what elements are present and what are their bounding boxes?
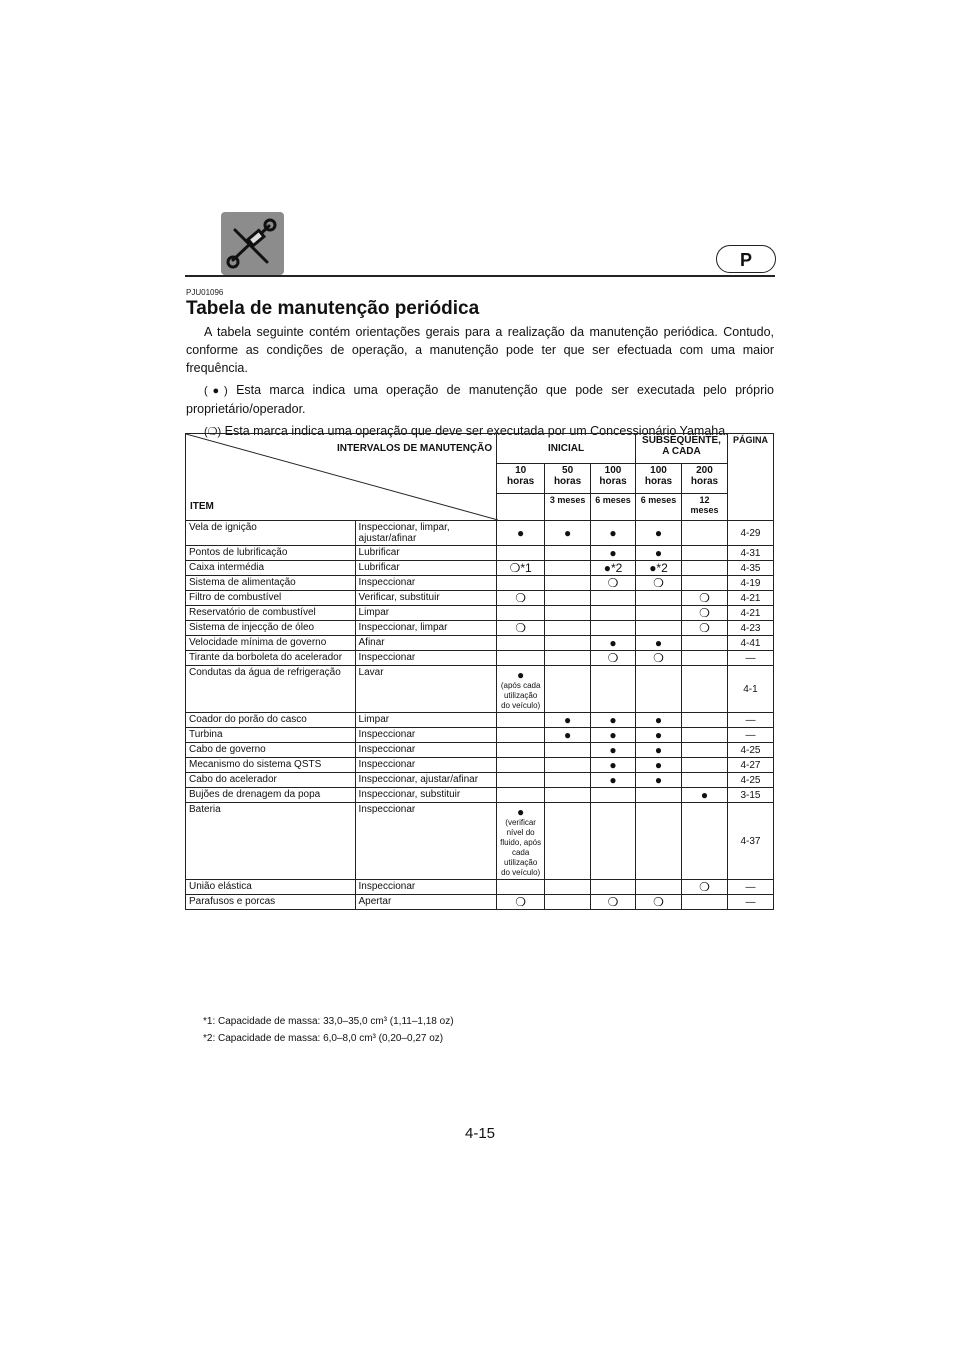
page-ref-cell: 4-25 — [727, 773, 773, 788]
page-ref-cell: — — [727, 651, 773, 666]
interval-mark-cell — [545, 773, 591, 788]
interval-mark-cell — [636, 773, 682, 788]
mark-icon: ● — [654, 713, 663, 727]
months-header — [497, 493, 545, 520]
mark-icon: ● — [517, 805, 525, 819]
interval-mark-cell — [681, 788, 727, 803]
interval-mark-cell — [545, 591, 591, 606]
interval-mark-cell — [591, 576, 636, 591]
mark-icon: ● — [654, 773, 663, 787]
table-row — [186, 743, 774, 758]
table-row — [186, 666, 774, 713]
action-cell: Inspeccionar — [355, 803, 497, 880]
page-ref-cell: 4-21 — [727, 606, 773, 621]
interval-mark-cell — [636, 521, 682, 546]
interval-mark-cell — [545, 880, 591, 895]
mark-icon: ● — [609, 713, 617, 727]
inicial-header: INICIAL — [497, 434, 636, 464]
interval-mark-cell — [681, 561, 727, 576]
table-row — [186, 880, 774, 895]
mark-icon: ● — [563, 713, 572, 727]
page-ref-cell: 4-37 — [727, 803, 773, 880]
interval-mark-cell — [636, 713, 682, 728]
action-cell: Inspeccionar — [355, 758, 497, 773]
subsequente-header: SUBSEQUENTE, A CADA — [636, 434, 728, 464]
interval-mark-cell — [681, 666, 727, 713]
interval-mark-cell — [545, 546, 591, 561]
interval-mark-cell — [497, 895, 545, 910]
item-cell: Pontos de lubrificação — [186, 546, 356, 561]
interval-mark-cell — [545, 576, 591, 591]
interval-mark-cell — [636, 803, 682, 880]
mark-icon: ❍ — [699, 880, 710, 894]
interval-mark-cell — [636, 576, 682, 591]
interval-mark-cell — [591, 880, 636, 895]
mark-icon: ● — [563, 526, 572, 540]
page-ref-cell: 4-21 — [727, 591, 773, 606]
months-header: 12 meses — [681, 493, 727, 520]
mark-icon: ● — [609, 773, 617, 787]
interval-mark-cell — [681, 895, 727, 910]
interval-mark-cell — [681, 606, 727, 621]
page-ref-cell: 4-23 — [727, 621, 773, 636]
item-cell: Bujões de drenagem da popa — [186, 788, 356, 803]
interval-mark-cell — [497, 636, 545, 651]
interval-mark-cell — [545, 728, 591, 743]
mark-icon: ● — [700, 788, 709, 802]
interval-mark-cell — [497, 606, 545, 621]
interval-mark-cell — [545, 713, 591, 728]
mark-icon: ● — [654, 526, 663, 540]
page-ref-cell: 4-31 — [727, 546, 773, 561]
item-cell: Vela de ignição — [186, 521, 356, 546]
interval-mark-cell — [591, 728, 636, 743]
item-cell: Reservatório de combustível — [186, 606, 356, 621]
interval-mark-cell — [497, 773, 545, 788]
action-cell: Apertar — [355, 895, 497, 910]
interval-mark-cell — [681, 621, 727, 636]
item-cell: Sistema de alimentação — [186, 576, 356, 591]
item-cell: Mecanismo do sistema QSTS — [186, 758, 356, 773]
interval-mark-cell — [681, 591, 727, 606]
mark-icon: ❍ — [653, 895, 664, 909]
mark-icon: ● — [609, 546, 617, 560]
filled-dot-icon: (●) — [204, 385, 228, 397]
interval-mark-cell — [591, 591, 636, 606]
action-cell: Inspeccionar — [355, 576, 497, 591]
item-label: ITEM — [190, 501, 214, 512]
mark-icon: ❍*1 — [509, 561, 532, 575]
pagina-header: PÁGINA — [727, 434, 773, 521]
interval-mark-cell — [545, 606, 591, 621]
interval-mark-cell — [681, 743, 727, 758]
mark-icon: ❍ — [515, 895, 527, 909]
mark-icon: ●*2 — [649, 561, 668, 575]
footnote-2: *2: Capacidade de massa: 6,0–8,0 cm³ (0,20–0,27 oz) — [203, 1033, 444, 1044]
interval-mark-cell — [545, 621, 591, 636]
intro-text — [186, 323, 774, 445]
item-cell: Parafusos e porcas — [186, 895, 356, 910]
table-row — [186, 546, 774, 561]
interval-mark-cell — [636, 546, 682, 561]
interval-mark-cell — [681, 803, 727, 880]
footnotes — [203, 1013, 454, 1047]
interval-mark-cell — [636, 895, 682, 910]
hours-header: 10 horas — [497, 463, 545, 493]
interval-mark-cell — [545, 743, 591, 758]
mark-icon: ❍ — [699, 606, 710, 620]
table-row — [186, 713, 774, 728]
page-ref-cell: — — [727, 713, 773, 728]
action-cell: Inspeccionar, ajustar/afinar — [355, 773, 497, 788]
interval-mark-cell — [636, 636, 682, 651]
item-cell: Condutas da água de refrigeração — [186, 666, 356, 713]
action-cell: Limpar — [355, 713, 497, 728]
action-cell: Inspeccionar, substituir — [355, 788, 497, 803]
mark-icon: ❍ — [515, 621, 527, 635]
interval-mark-cell — [591, 758, 636, 773]
interval-mark-cell — [497, 651, 545, 666]
interval-mark-cell — [591, 803, 636, 880]
section-code: PJU01096 — [186, 288, 224, 297]
interval-mark-cell — [591, 521, 636, 546]
table-row — [186, 773, 774, 788]
interval-mark-cell — [681, 636, 727, 651]
interval-mark-cell — [591, 561, 636, 576]
tools-icon — [221, 212, 284, 275]
item-cell: Sistema de injecção de óleo — [186, 621, 356, 636]
action-cell: Lubrificar — [355, 561, 497, 576]
interval-mark-cell — [681, 880, 727, 895]
interval-mark-cell — [591, 895, 636, 910]
table-row — [186, 803, 774, 880]
item-cell: Velocidade mínima de governo — [186, 636, 356, 651]
mark-icon: ● — [609, 728, 617, 742]
months-header: 6 meses — [591, 493, 636, 520]
interval-mark-cell — [636, 788, 682, 803]
action-cell: Verificar, substituir — [355, 591, 497, 606]
interval-mark-cell — [497, 803, 545, 880]
interval-mark-cell — [681, 773, 727, 788]
page-ref-cell: 4-29 — [727, 521, 773, 546]
interval-mark-cell — [545, 803, 591, 880]
item-cell: Coador do porão do casco — [186, 713, 356, 728]
interval-mark-cell — [636, 728, 682, 743]
mark-icon: ● — [517, 668, 525, 682]
item-cell: Cabo do acelerador — [186, 773, 356, 788]
item-cell: Filtro de combustível — [186, 591, 356, 606]
mark-icon: ● — [654, 728, 663, 742]
action-cell: Lavar — [355, 666, 497, 713]
hours-header: 100 horas — [591, 463, 636, 493]
table-row — [186, 606, 774, 621]
action-cell: Lubrificar — [355, 546, 497, 561]
mark-icon: ❍ — [607, 895, 619, 909]
item-cell: Caixa intermédia — [186, 561, 356, 576]
table-row — [186, 561, 774, 576]
intro-paragraph-1: A tabela seguinte contém orientações gerais para a realização da manutenção periódica. Contudo, conforme as condições de operação, a manutenção pode ter que ser efectuada com uma maior frequência. — [186, 325, 774, 375]
mark-icon: ● — [609, 743, 617, 757]
interval-mark-cell — [636, 561, 682, 576]
hours-header: 100 horas — [636, 463, 682, 493]
interval-mark-cell — [636, 651, 682, 666]
interval-mark-cell — [681, 651, 727, 666]
page-ref-cell: 4-25 — [727, 743, 773, 758]
interval-mark-cell — [681, 758, 727, 773]
table-row — [186, 758, 774, 773]
interval-mark-cell — [497, 521, 545, 546]
item-cell: Cabo de governo — [186, 743, 356, 758]
page-ref-cell: 4-19 — [727, 576, 773, 591]
interval-mark-cell — [636, 743, 682, 758]
months-header: 6 meses — [636, 493, 682, 520]
mark-icon: ❍ — [515, 591, 527, 605]
action-cell: Inspeccionar, limpar, ajustar/afinar — [355, 521, 497, 546]
open-circle-icon: (❍) — [204, 426, 222, 438]
interval-mark-cell — [636, 880, 682, 895]
interval-mark-cell — [545, 561, 591, 576]
mark-icon: ❍ — [653, 651, 664, 665]
interval-mark-cell — [636, 621, 682, 636]
interval-mark-cell — [636, 758, 682, 773]
interval-mark-cell — [497, 561, 545, 576]
intervals-label: INTERVALOS DE MANUTENÇÃO — [336, 443, 493, 454]
table-row — [186, 636, 774, 651]
interval-mark-cell — [497, 728, 545, 743]
mark-icon: ● — [609, 758, 617, 772]
mark-icon: ● — [517, 526, 525, 540]
action-cell: Afinar — [355, 636, 497, 651]
interval-mark-cell — [497, 788, 545, 803]
table-row — [186, 788, 774, 803]
page-title: Tabela de manutenção periódica — [186, 298, 480, 319]
action-cell: Inspeccionar, limpar — [355, 621, 497, 636]
maintenance-table — [185, 433, 774, 910]
interval-mark-cell — [497, 576, 545, 591]
interval-mark-cell — [591, 651, 636, 666]
page-ref-cell: 3-15 — [727, 788, 773, 803]
interval-mark-cell — [545, 895, 591, 910]
months-header: 3 meses — [545, 493, 591, 520]
interval-mark-cell — [497, 666, 545, 713]
page-ref-cell: 4-35 — [727, 561, 773, 576]
interval-mark-cell — [545, 788, 591, 803]
mark-icon: ❍ — [653, 576, 664, 590]
intro-paragraph-2: (●) Esta marca indica uma operação de manutenção que pode ser executada pelo próprio proprietário/operador. — [186, 383, 774, 416]
interval-mark-cell — [636, 666, 682, 713]
hours-header: 200 horas — [681, 463, 727, 493]
interval-mark-cell — [591, 713, 636, 728]
interval-mark-cell — [591, 546, 636, 561]
mark-icon: ● — [654, 743, 663, 757]
interval-mark-cell — [591, 666, 636, 713]
table-corner-header — [186, 434, 497, 521]
mark-icon: ●*2 — [603, 561, 623, 575]
table-row — [186, 651, 774, 666]
table-row — [186, 521, 774, 546]
interval-mark-cell — [636, 591, 682, 606]
interval-mark-cell — [497, 546, 545, 561]
hours-header: 50 horas — [545, 463, 591, 493]
interval-mark-cell — [681, 521, 727, 546]
page-ref-cell: — — [727, 880, 773, 895]
interval-mark-cell — [545, 758, 591, 773]
interval-mark-cell — [545, 521, 591, 546]
mark-note: (verificar nível do fluido, após cada utilização do veículo) — [500, 818, 542, 877]
page-ref-cell: — — [727, 728, 773, 743]
header-rule — [185, 275, 775, 277]
table-row — [186, 621, 774, 636]
mark-icon: ❍ — [699, 591, 710, 605]
table-row — [186, 591, 774, 606]
language-badge: P — [716, 245, 776, 273]
mark-icon: ● — [609, 636, 617, 650]
mark-icon: ● — [609, 526, 617, 540]
page-number: 4-15 — [464, 1125, 496, 1142]
mark-icon: ❍ — [607, 651, 619, 665]
page-ref-cell: 4-27 — [727, 758, 773, 773]
interval-mark-cell — [591, 788, 636, 803]
mark-icon: ❍ — [699, 621, 710, 635]
mark-icon: ● — [563, 728, 572, 742]
table-row — [186, 728, 774, 743]
item-cell: Tirante da borboleta do acelerador — [186, 651, 356, 666]
interval-mark-cell — [591, 636, 636, 651]
table-row — [186, 576, 774, 591]
table-row — [186, 895, 774, 910]
interval-mark-cell — [681, 713, 727, 728]
interval-mark-cell — [497, 621, 545, 636]
interval-mark-cell — [681, 546, 727, 561]
action-cell: Inspeccionar — [355, 651, 497, 666]
interval-mark-cell — [497, 713, 545, 728]
page-ref-cell: — — [727, 895, 773, 910]
intro-paragraph-3: (❍) Esta marca indica uma operação que deve ser executada por um Concessionário Yamaha. — [204, 424, 729, 438]
action-cell: Inspeccionar — [355, 880, 497, 895]
item-cell: Bateria — [186, 803, 356, 880]
action-cell: Inspeccionar — [355, 743, 497, 758]
interval-mark-cell — [497, 591, 545, 606]
interval-mark-cell — [681, 728, 727, 743]
footnote-1: *1: Capacidade de massa: 33,0–35,0 cm³ (1,11–1,18 oz) — [203, 1016, 454, 1027]
action-cell: Inspeccionar — [355, 728, 497, 743]
interval-mark-cell — [591, 621, 636, 636]
mark-icon: ● — [654, 636, 663, 650]
interval-mark-cell — [681, 576, 727, 591]
mark-icon: ❍ — [607, 576, 619, 590]
interval-mark-cell — [497, 743, 545, 758]
page-ref-cell: 4-1 — [727, 666, 773, 713]
item-cell: União elástica — [186, 880, 356, 895]
action-cell: Limpar — [355, 606, 497, 621]
mark-icon: ● — [654, 758, 663, 772]
interval-mark-cell — [497, 880, 545, 895]
page-ref-cell: 4-41 — [727, 636, 773, 651]
interval-mark-cell — [497, 758, 545, 773]
interval-mark-cell — [545, 636, 591, 651]
interval-mark-cell — [591, 773, 636, 788]
interval-mark-cell — [591, 743, 636, 758]
interval-mark-cell — [545, 651, 591, 666]
interval-mark-cell — [545, 666, 591, 713]
interval-mark-cell — [636, 606, 682, 621]
mark-note: (após cada utilização do veículo) — [500, 681, 541, 710]
mark-icon: ● — [654, 546, 663, 560]
interval-mark-cell — [591, 606, 636, 621]
item-cell: Turbina — [186, 728, 356, 743]
